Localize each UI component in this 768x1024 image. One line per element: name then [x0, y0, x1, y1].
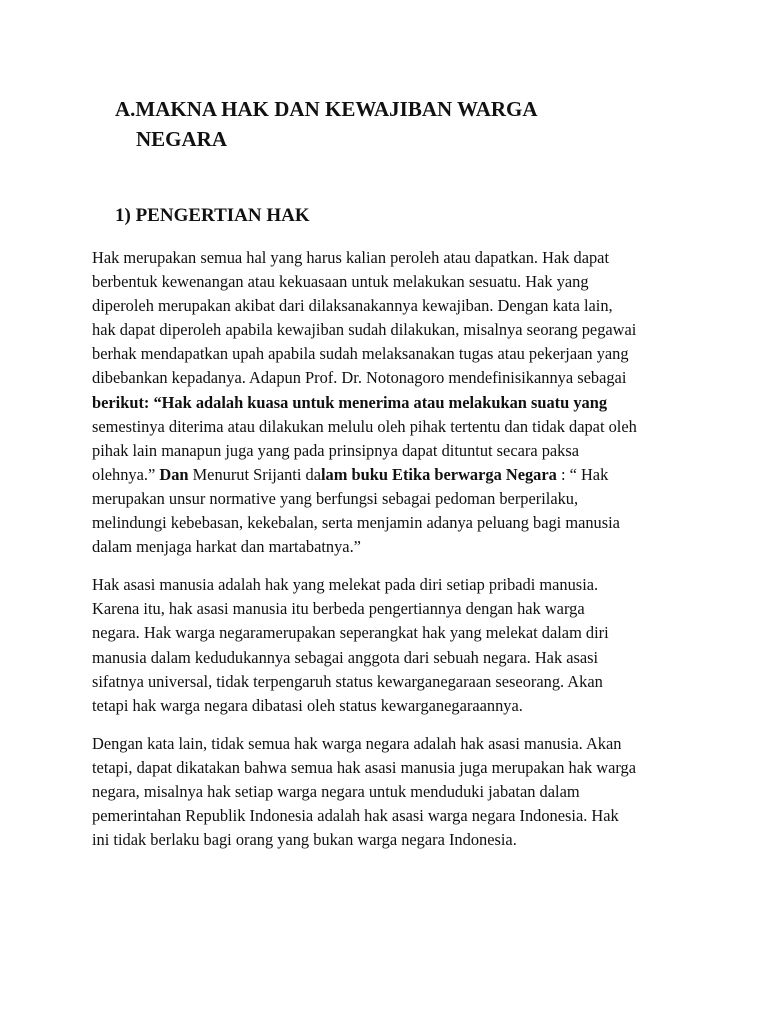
text-segment: dalam menjaga harkat dan martabatnya.” — [92, 537, 361, 557]
text-line — [92, 535, 692, 559]
main-title-line-2: NEGARA — [136, 127, 228, 151]
text-segment: olehnya.” — [92, 464, 160, 484]
text-segment: Hak merupakan semua hal yang harus kalian peroleh atau dapatkan. Hak dapat — [92, 248, 610, 267]
text-segment: berhak mendapatkan upah apabila sudah melaksanakan tugas atau pekerjaan yang — [92, 344, 629, 364]
text-segment: ini tidak berlaku bagi orang yang bukan warga negara Indonesia. — [92, 830, 517, 850]
text-line — [92, 246, 692, 270]
text-segment: dibebankan kepadanya. Adapun Prof. Dr. Notonagoro mendefinisikannya sebagai — [92, 368, 627, 388]
text-line — [92, 270, 692, 294]
text-line — [92, 828, 692, 852]
text-segment: tetapi, dapat dikatakan bahwa semua hak asasi manusia juga merupakan hak warga — [92, 757, 637, 777]
text-line — [92, 780, 692, 804]
text-segment: : “ Hak — [556, 464, 609, 484]
paragraph — [92, 732, 692, 852]
text-line — [92, 573, 692, 597]
text-segment: merupakan unsur normative yang berfungsi sebagai pedoman berperilaku, — [92, 488, 579, 508]
text-line — [92, 318, 692, 342]
text-line — [92, 487, 692, 511]
text-segment: Hak asasi manusia adalah hak yang melekat pada diri setiap pribadi manusia. — [92, 575, 599, 595]
section-title: 1) PENGERTIAN HAK — [115, 205, 310, 226]
text-segment: negara. Hak warga negaramerupakan seperangkat hak yang melekat dalam diri — [92, 623, 609, 643]
text-line — [92, 732, 692, 756]
text-segment: Karena itu, hak asasi manusia itu berbeda pengertiannya dengan hak warga — [92, 599, 585, 619]
text-line — [92, 391, 692, 415]
text-segment: tetapi hak warga negara dibatasi oleh status kewarganegaraannya. — [92, 695, 523, 715]
bold-text-segment: berikut: “Hak adalah kuasa untuk menerima atau melakukan suatu yang — [92, 392, 608, 412]
bold-text-segment: lam buku Etika berwarga Negara — [320, 464, 557, 484]
main-title — [115, 94, 675, 154]
text-line — [92, 415, 692, 439]
text-segment: negara, misalnya hak setiap warga negara untuk menduduki jabatan dalam — [92, 781, 580, 801]
text-segment: pihak lain manapun juga yang pada prinsipnya dapat dituntut secara paksa — [92, 440, 580, 460]
text-segment: diperoleh merupakan akibat dari dilaksanakannya kewajiban. Dengan kata lain, — [92, 296, 613, 316]
text-segment: hak dapat diperoleh apabila kewajiban sudah dilakukan, misalnya seorang pegawai — [92, 320, 637, 340]
text-segment: Menurut Srijanti da — [192, 464, 321, 484]
text-line — [92, 804, 692, 828]
text-line — [92, 694, 692, 718]
text-line — [92, 756, 692, 780]
text-line — [92, 670, 692, 694]
bold-text-segment: Dan — [159, 464, 193, 484]
text-line — [92, 294, 692, 318]
text-segment: pemerintahan Republik Indonesia adalah hak asasi warga negara Indonesia. Hak — [92, 806, 619, 826]
text-line — [92, 511, 692, 535]
text-line — [92, 597, 692, 621]
text-line — [92, 366, 692, 390]
text-segment: melindungi kebebasan, kekebalan, serta menjamin adanya peluang bagi manusia — [92, 513, 620, 533]
text-line — [92, 439, 692, 463]
text-line — [92, 463, 692, 487]
paragraph — [92, 573, 692, 718]
text-segment: berbentuk kewenangan atau kekuasaan untuk melakukan sesuatu. Hak yang — [92, 272, 589, 292]
text-segment: Dengan kata lain, tidak semua hak warga negara adalah hak asasi manusia. Akan — [92, 733, 622, 753]
text-segment: manusia dalam kedudukannya sebagai anggota dari sebuah negara. Hak asasi — [92, 647, 599, 667]
text-line — [92, 621, 692, 645]
text-line — [92, 342, 692, 366]
main-title-line-1: A.MAKNA HAK DAN KEWAJIBAN WARGA — [115, 97, 538, 121]
body-text — [92, 246, 692, 866]
paragraph — [92, 246, 692, 559]
text-segment: semestinya diterima atau dilakukan melulu oleh pihak tertentu dan tidak dapat oleh — [92, 416, 637, 436]
text-segment: sifatnya universal, tidak terpengaruh status kewarganegaraan seseorang. Akan — [92, 671, 603, 691]
text-line — [92, 646, 692, 670]
